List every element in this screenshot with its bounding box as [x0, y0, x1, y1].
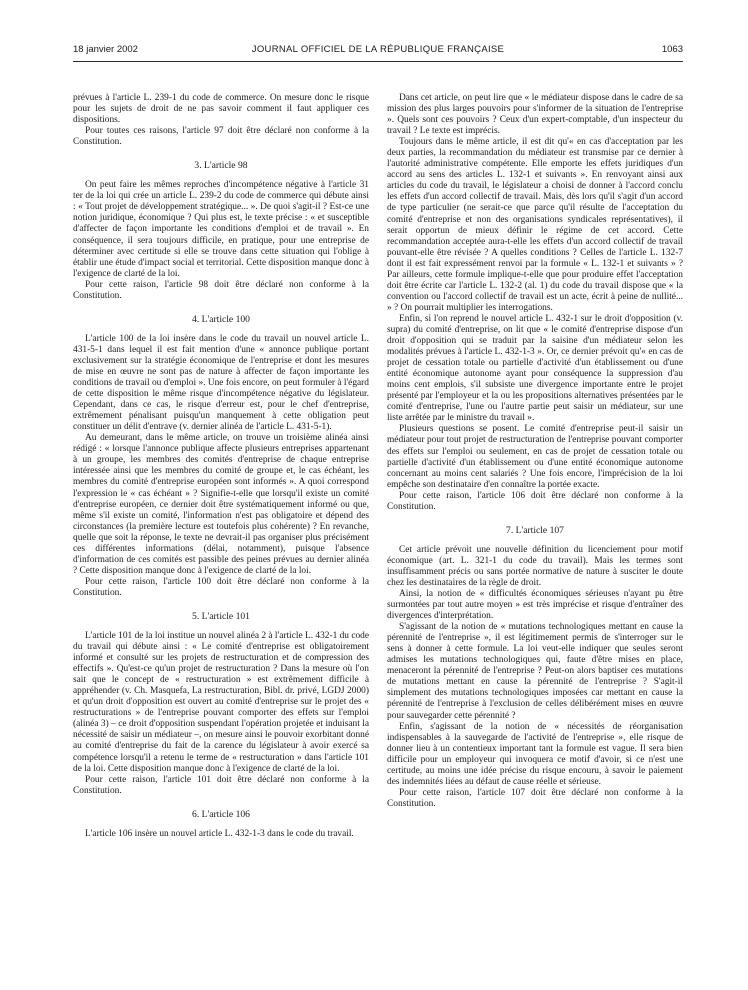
paragraph: On peut faire les mêmes reproches d'incompétence négative à l'article 31 ter de la loi qui crée un article L. 239-2 du code de commerce qui débute ainsi : « Tout projet de développement stratégique... ». De quoi s'agit-il ? Est-ce une notion juridique, économique ? Qui plus est, le texte précise : « et susceptible d'affecter de façon importante les conditions d'emploi et de travail ». En conséquence, il sera toujours difficile, en pratique, pour une entreprise de déterminer avec certitude si elle se trouve dans cette situation qui l'oblige à établir une étude d'impact social et territorial. Cette disposition manque donc à l'exigence de clarté de la loi.: [73, 180, 369, 279]
paragraph: Pour cette raison, l'article 101 doit être déclaré non conforme à la Constitution.: [73, 774, 369, 796]
paragraph: Au demeurant, dans le même article, on trouve un troisième alinéa ainsi rédigé : « lorsque l'annonce publique affecte plusieurs entreprises appartenant à un groupe, les membres des comités d'entreprise de chaque entreprise intéressée ainsi que les membres du comité de groupe et, le cas échéant, les membres du comité d'entreprise européen sont informés ». A quoi correspond l'expression le « cas échéant » ? Signifie-t-elle que lorsqu'il existe un comité d'entreprise européen, ce dernier doit être systématiquement informé ou que, même s'il existe un comité, l'information n'est pas obligatoire et dépend des circonstances (la première lecture est toutefois plus cohérente) ? En revanche, quelle que soit la réponse, le texte ne devrait-il pas organiser plus précisément ces différentes informations (délai, notamment), puisque l'absence d'information de ces comités est passible des peines prévues au dernier alinéa ? Cette disposition manque donc à l'exigence de clarté de la loi.: [73, 433, 369, 576]
paragraph: Cet article prévoit une nouvelle définition du licenciement pour motif économique (art. L. 321-1 du code du travail). Mais les termes sont insuffisamment précis ou sans portée normative de nature à susciter le doute chez les destinataires de la règle de droit.: [387, 544, 683, 588]
page-header: [73, 44, 683, 58]
paragraph: Pour toutes ces raisons, l'article 97 doit être déclaré non conforme à la Constitution.: [73, 126, 369, 148]
page-number: 1063: [661, 44, 683, 55]
section-heading: 4. L'article 100: [192, 313, 250, 325]
header-rule: [73, 61, 683, 62]
paragraph: Pour cette raison, l'article 106 doit être déclaré non conforme à la Constitution.: [387, 490, 683, 512]
left-column: [73, 93, 369, 840]
paragraph: Pour cette raison, l'article 107 doit être déclaré non conforme à la Constitution.: [387, 787, 683, 809]
section-heading: 6. L'article 106: [192, 808, 250, 820]
header-title: JOURNAL OFFICIEL DE LA RÉPUBLIQUE FRANÇAISE: [251, 44, 505, 55]
paragraph: L'article 100 de la loi insère dans le code du travail un nouvel article L. 431-5-1 dans lequel il est fait mention d'une « annonce publique portant exclusivement sur la stratégie économique de l'entreprise et dont les mesures de mise en œuvre ne sont pas de nature à affecter de façon importante les conditions de travail ou d'emploi ». Une fois encore, on peut formuler à l'égard de cette disposition le même risque d'incompétence négative du législateur. Cependant, dans ce cas, le risque d'erreur est, pour le chef d'entreprise, extrêmement pénalisant puisqu'un manquement à cette obligation peut constituer un délit d'entrave (v. dernier alinéa de l'article L. 431-5-1).: [73, 333, 369, 433]
paragraph: Dans cet article, on peut lire que « le médiateur dispose dans le cadre de sa mission des plus larges pouvoirs pour s'informer de la situation de l'entreprise ». Quels sont ces pouvoirs ? Ceux d'un expert-comptable, d'un inspecteur du travail ? Le texte est imprécis.: [387, 93, 683, 137]
paragraph: Toujours dans le même article, il est dit qu'« en cas d'acceptation par les deux parties, la recommandation du médiateur est transmise par ce dernier à l'autorité administrative compétente. Elle emporte les effets juridiques d'un accord au sens des articles L. 132-1 et suivants ». En renvoyant ainsi aux articles du code du travail, le législateur a choisi de donner à l'accord conclu les effets d'un accord collectif de travail. Mais, dès lors qu'il s'agit d'un accord de type particulier (ne serait-ce que parce qu'il résulte de l'acceptation du comité d'entreprise et non des organisations syndicales représentatives), il serait opportun de mieux définir le régime de cet accord. Cette recommandation acceptée aura-t-elle les effets d'un accord collectif de travail pouvant-elle être révisée ? A quelles conditions ? Celles de l'article L. 132-7 dont il est fait expressément renvoi par la formule « L. 132-1 et suivants » ? Par ailleurs, cette formule implique-t-elle que pour produire effet l'acceptation doit être écrite car l'article L. 132-2 (al. 1) du code du travail dispose que « la convention ou l'accord collectif de travail est un acte, écrit à peine de nullité... » ? On pourrait multiplier les interrogations.: [387, 137, 683, 313]
paragraph: Plusieurs questions se posent. Le comité d'entreprise peut-il saisir un médiateur pour tout projet de restructuration de l'entreprise pouvant comporter des effets sur l'emploi ou seulement, en cas de projet de cessation totale ou partielle d'activité d'un établissement ou d'une entité économique autonome concernant au moins cent salariés ? Une fois encore, l'imprécision de la loi empêche son destinataire d'en connaître la portée exacte.: [387, 424, 683, 490]
paragraph: Enfin, s'agissant de la notion de « nécessités de réorganisation indispensables à la sauvegarde de l'activité de l'entreprise », elle risque de donner lieu à un contentieux important tant la formule est vague. Il sera bien difficile pour un employeur qui invoquera ce motif d'avoir, si ce n'est une certitude, au moins une idée précise du risque encouru, à savoir le paiement des indemnités liées au défaut de cause réelle et sérieuse.: [387, 721, 683, 787]
paragraph: Ainsi, la notion de « difficultés économiques sérieuses n'ayant pu être surmontées par tout autre moyen » est très imprécise et risque d'entraîner des divergences d'interprétation.: [387, 589, 683, 622]
paragraph: Pour cette raison, l'article 98 doit être déclaré non conforme à la Constitution.: [73, 279, 369, 301]
paragraph: Pour cette raison, l'article 100 doit être déclaré non conforme à la Constitution.: [73, 576, 369, 598]
paragraph: Enfin, si l'on reprend le nouvel article L. 432-1 sur le droit d'opposition (v. supra) du comité d'entreprise, on lit que « le comité d'entreprise dispose d'un droit d'opposition qui se traduit par la saisine d'un médiateur selon les modalités prévues à l'article L. 432-1-3 ». Or, ce dernier prévoit qu'« en cas de projet de cessation totale ou partielle d'activité d'un établissement ou d'une entité économique autonome ayant pour conséquence la suppression d'au moins cent emplois, s'il subsiste une divergence importante entre le projet présenté par l'employeur et la ou les propositions alternatives présentées par le comité d'entreprise, l'une ou l'autre partie peut saisir un médiateur, sur une liste arrêtée par le ministre du travail ».: [387, 313, 683, 424]
paragraph: prévues à l'article L. 239-1 du code de commerce. On mesure donc le risque pour les sujets de droit de ne pas savoir comment il faut appliquer ces dispositions.: [73, 93, 369, 126]
paragraph: S'agissant de la notion de « mutations technologiques mettant en cause la pérennité de l'entreprise », il est légitimement permis de s'interroger sur le sens à donner à cette formule. La loi veut-elle indiquer que seules seront admises les mutations technologiques qui, faute d'être mises en place, menaceront la pérennité de l'entreprise ? Peut-on alors baptiser ces mutations de mutations mettant en cause la pérennité de l'entreprise ? S'agit-il simplement des mutations technologiques imposées car mettant en cause la pérennité de l'entreprise à l'exclusion de celles délibérément mises en œuvre pour sauvegarder cette pérennité ?: [387, 622, 683, 721]
paragraph: L'article 101 de la loi institue un nouvel alinéa 2 à l'article L. 432-1 du code du travail qui débute ainsi : « Le comité d'entreprise est obligatoirement informé et consulté sur les projets de restructuration et de compression des effectifs ». Qu'est-ce qu'un projet de restructuration ? Dans la mesure où l'on sait que le concept de « restructuration » est extrêmement difficile à appréhender (v. Ch. Masquefa, La restructuration, Bibl. dr. privé, LGDJ 2000) et qu'un droit d'opposition est ouvert au comité d'entreprise sur le projet des « restructurations » de l'entreprise pouvant comporter des effets sur l'emploi (alinéa 3) – ce droit d'opposition suspendant l'opération projetée et induisant la nécessité de saisir un médiateur –, on mesure ainsi le pouvoir exorbitant donné au comité d'entreprise du fait de la carence du législateur à avoir exercé sa compétence lorsqu'il a retenu le terme de « restructuration » dans l'article 101 de la loi. Cette disposition manque donc à l'exigence de clarté de la loi.: [73, 631, 370, 774]
section-heading: 3. L'article 98: [194, 160, 248, 172]
paragraph: L'article 106 insère un nouvel article L. 432-1-3 dans le code du travail.: [85, 828, 354, 839]
right-column: [387, 93, 683, 810]
header-date: 18 janvier 2002: [73, 44, 138, 55]
section-heading: 7. L'article 107: [506, 524, 564, 536]
section-heading: 5. L'article 101: [192, 610, 250, 622]
